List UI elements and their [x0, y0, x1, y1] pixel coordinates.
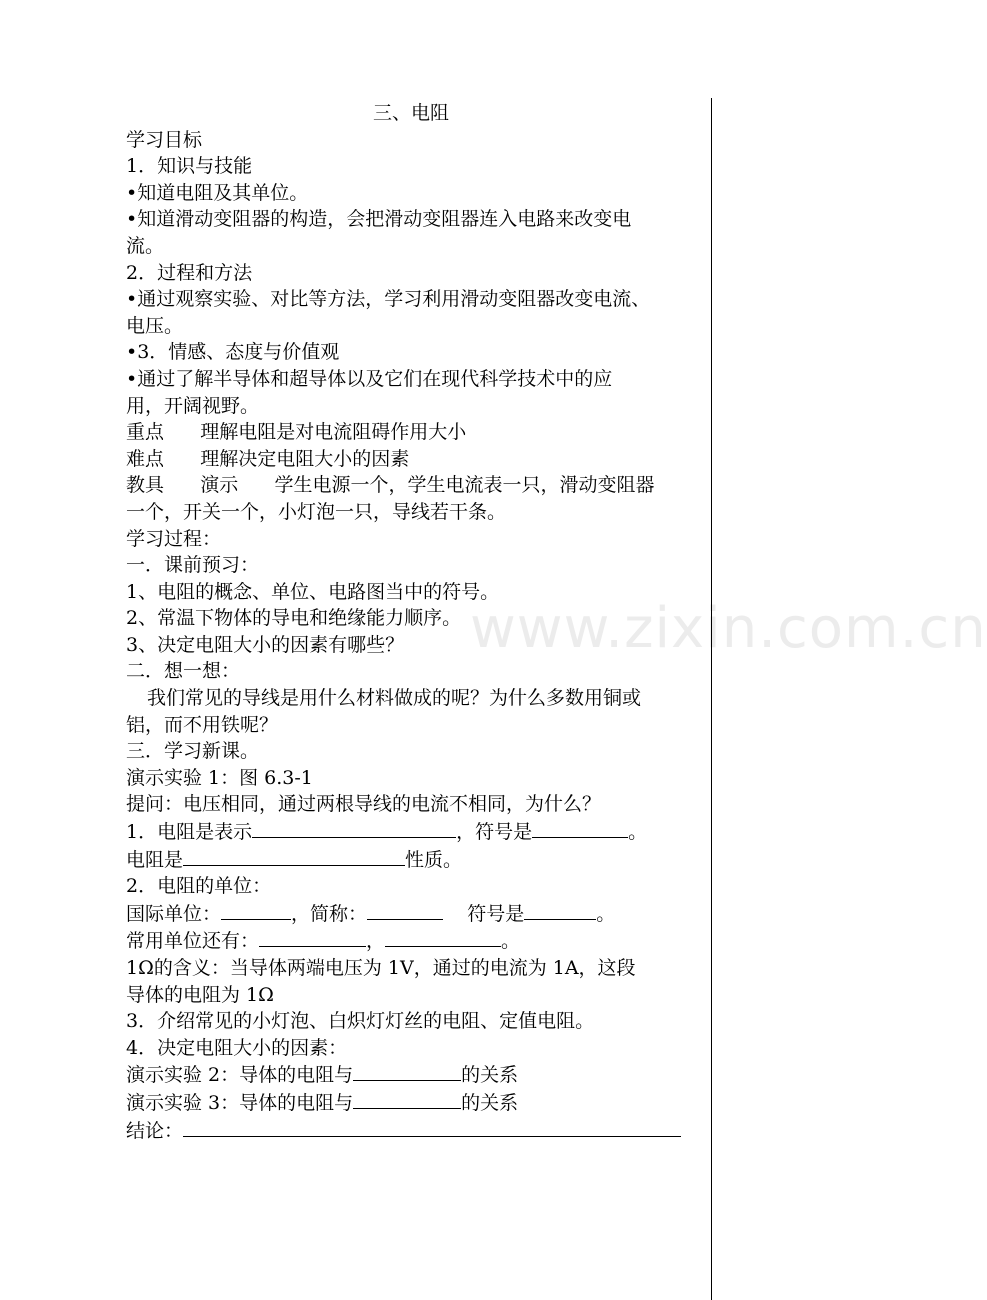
answer-blank[interactable] — [385, 927, 501, 947]
fill-in-line — [126, 900, 696, 928]
subsection-heading: 2．电阻的单位： — [126, 875, 272, 898]
fill-in-text: ，简称： — [291, 902, 368, 925]
part-heading: 一．课前预习： — [126, 554, 260, 577]
preview-item: 3、决定电阻大小的因素有哪些？ — [126, 633, 405, 656]
answer-blank[interactable] — [353, 1061, 461, 1081]
objective-item: •知道电阻及其单位。 — [126, 181, 309, 204]
fill-in-line — [126, 818, 696, 846]
fill-in-text: 演示实验 2：导体的电阻与 — [126, 1064, 354, 1087]
answer-blank[interactable] — [532, 818, 628, 838]
preview-item: 2、常温下物体的导电和绝缘能力顺序。 — [126, 607, 462, 630]
fill-in-text: ， — [366, 930, 386, 953]
watermark: www.zixin.com.cn — [470, 596, 987, 661]
answer-blank[interactable] — [221, 900, 291, 920]
answer-blank[interactable] — [367, 900, 443, 920]
objective-item: •知道滑动变阻器的构造，会把滑动变阻器连入电路来改变电 — [126, 208, 632, 231]
part-heading: 三．学习新课。 — [126, 740, 260, 763]
subsection-heading: 1．知识与技能 — [126, 155, 253, 178]
subsection-heading: •3．情感、态度与价值观 — [126, 341, 340, 364]
think-question: 我们常见的导线是用什么材料做成的呢？为什么多数用铜或 — [147, 687, 642, 710]
answer-blank[interactable] — [252, 818, 456, 838]
fill-in-text: 演示实验 3：导体的电阻与 — [126, 1091, 354, 1114]
document-title: 三、电阻 — [372, 102, 449, 124]
section-heading: 学习过程： — [126, 527, 222, 550]
fill-in-text: 的关系 — [461, 1064, 519, 1087]
preview-item: 1、电阻的概念、单位、电路图当中的符号。 — [126, 580, 500, 603]
fill-in-text: 常用单位还有： — [126, 930, 260, 953]
fill-in-text: 性质。 — [405, 848, 463, 871]
fill-in-line — [126, 1117, 696, 1145]
question-line: 提问：电压相同，通过两根导线的电流不相同，为什么？ — [126, 793, 602, 816]
fill-in-text: 。 — [628, 821, 648, 844]
part-heading: 二．想一想： — [126, 660, 241, 683]
answer-blank[interactable] — [183, 1117, 681, 1137]
answer-blank[interactable] — [259, 927, 366, 947]
subsection-heading: 4．决定电阻大小的因素： — [126, 1036, 348, 1059]
definition-line: 1Ω的含义：当导体两端电压为 1V，通过的电流为 1A，这段 — [126, 957, 636, 979]
objective-item: •通过观察实验、对比等方法，学习利用滑动变阻器改变电流、 — [126, 288, 651, 311]
think-question-cont: 铝，而不用铁呢？ — [126, 713, 279, 736]
fill-in-text: 符号是 — [443, 902, 525, 925]
fill-in-text: 。 — [596, 902, 616, 925]
fill-in-line — [126, 1061, 696, 1089]
difficult-point: 难点 理解决定电阻大小的因素 — [126, 447, 410, 470]
key-point: 重点 理解电阻是对电流阻碍作用大小 — [126, 421, 467, 444]
objective-item-cont: 用，开阔视野。 — [126, 394, 260, 417]
fill-in-text: 结论： — [126, 1119, 184, 1142]
fill-in-line — [126, 846, 696, 874]
subsection-heading: 3．介绍常见的小灯泡、白炽灯灯丝的电阻、定值电阻。 — [126, 1010, 595, 1033]
fill-in-text: ，符号是 — [456, 821, 533, 844]
objective-item-cont: 电压。 — [126, 314, 184, 337]
teaching-aids: 教具 演示 学生电源一个，学生电流表一只，滑动变阻器 — [126, 474, 655, 497]
fill-in-text: 。 — [501, 930, 521, 953]
demo-experiment: 演示实验 1：图 6.3-1 — [126, 766, 313, 789]
section-heading: 学习目标 — [126, 128, 203, 151]
subsection-heading: 2．过程和方法 — [126, 261, 253, 284]
fill-in-text: 的关系 — [461, 1091, 519, 1114]
objective-item-cont: 流。 — [126, 234, 165, 257]
definition-line-cont: 导体的电阻为 1Ω — [126, 983, 274, 1006]
fill-in-text: 国际单位： — [126, 902, 222, 925]
fill-in-line — [126, 927, 696, 955]
answer-blank[interactable] — [183, 846, 405, 866]
fill-in-text: 电阻是 — [126, 848, 184, 871]
fill-in-line — [126, 1089, 696, 1117]
fill-in-text: 1．电阻是表示 — [126, 821, 253, 844]
answer-blank[interactable] — [353, 1089, 461, 1109]
document-body — [126, 100, 696, 1144]
objective-item: •通过了解半导体和超导体以及它们在现代科学技术中的应 — [126, 367, 613, 390]
page-border-line — [711, 98, 712, 1300]
answer-blank[interactable] — [524, 900, 596, 920]
teaching-aids-cont: 一个，开关一个，小灯泡一只，导线若干条。 — [126, 500, 507, 523]
